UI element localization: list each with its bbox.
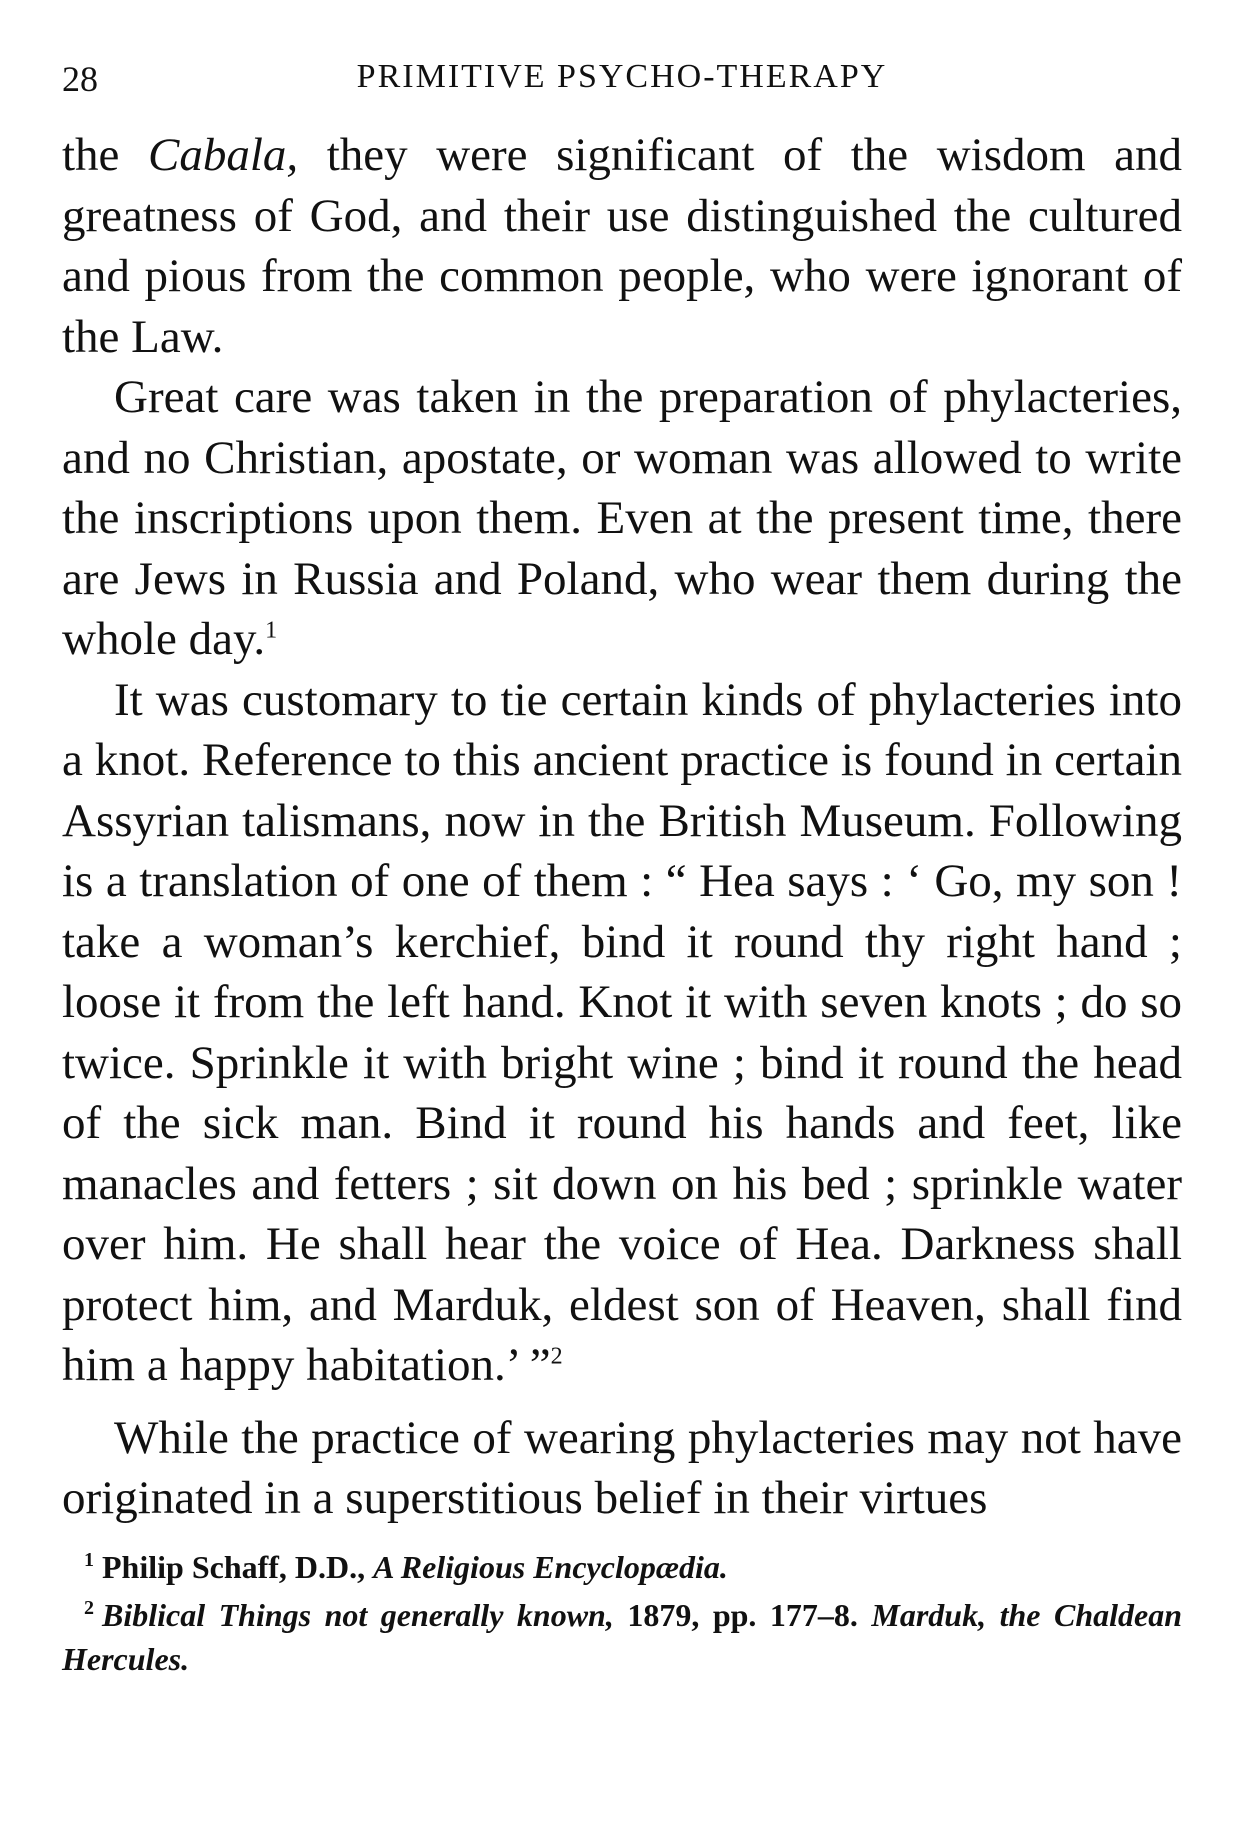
footnote-2-mark: 2 <box>84 1597 94 1620</box>
paragraph-3-text: It was customary to tie certain kinds of phylacteries into a knot. Reference to this ancient practice is found in certain Assyrian talismans, now in the British Museum. Following is a translation of one of them : “ Hea says : ‘ Go, my son ! take a woman’s kerchief, bind it round thy right hand ; loose it from the left hand. Knot it with seven knots ; do so twice. Sprinkle it with bright wine ; bind it round the head of the sick man. Bind it round his hands and feet, like manacles and fetters ; sit down on his bed ; sprinkle water over him. He shall hear the voice of Hea. Darkness shall protect him, and Marduk, eldest son of Heaven, shall find him a happy habitation.’ ” <box>62 673 1182 1391</box>
paragraph-1-start: the <box>62 129 148 181</box>
body-text <box>62 125 1182 1529</box>
running-title: PRIMITIVE PSYCHO-THERAPY <box>356 58 888 95</box>
page-header <box>62 58 1182 108</box>
footnotes <box>62 1545 1182 1685</box>
page-number: 28 <box>62 59 98 99</box>
footnote-1-author: Philip Schaff, D.D., <box>102 1549 374 1585</box>
paragraph-3 <box>62 670 1182 1396</box>
footnote-2 <box>62 1593 1182 1681</box>
footnote-2-details: 1879, pp. 177–8. <box>613 1597 872 1633</box>
cabala-italic: Cabala, <box>147 129 299 181</box>
footnote-2-subtitle: Marduk, the Chaldean Hercules. <box>62 1597 1182 1677</box>
footnote-1-title: A Religious Encyclopædia. <box>373 1549 728 1585</box>
paragraph-2-text: Great care was taken in the preparation of phylacteries, and no Christian, apostate, or woman was allowed to write the inscriptions upon them. Even at the present time, there are Jews in Russia and Poland, who wear them during the whole day. <box>62 371 1182 665</box>
paragraph-1 <box>62 125 1182 367</box>
footnote-1 <box>62 1545 1182 1589</box>
footnote-2-title: Biblical Things not generally known, <box>102 1597 614 1633</box>
paragraph-4 <box>62 1408 1182 1529</box>
footnote-ref-2: 2 <box>550 1343 563 1370</box>
footnote-1-mark: 1 <box>84 1549 94 1572</box>
footnote-ref-1: 1 <box>265 617 278 644</box>
paragraph-1-rest: they were significant of the wisdom and greatness of God, and their use distinguished the cultured and pious from the common people, who were ignorant of the Law. <box>62 129 1182 363</box>
paragraph-4-text: While the practice of wearing phylacteries may not have originated in a superstitious belief in their virtues <box>62 1411 1182 1524</box>
paragraph-2 <box>62 367 1182 670</box>
